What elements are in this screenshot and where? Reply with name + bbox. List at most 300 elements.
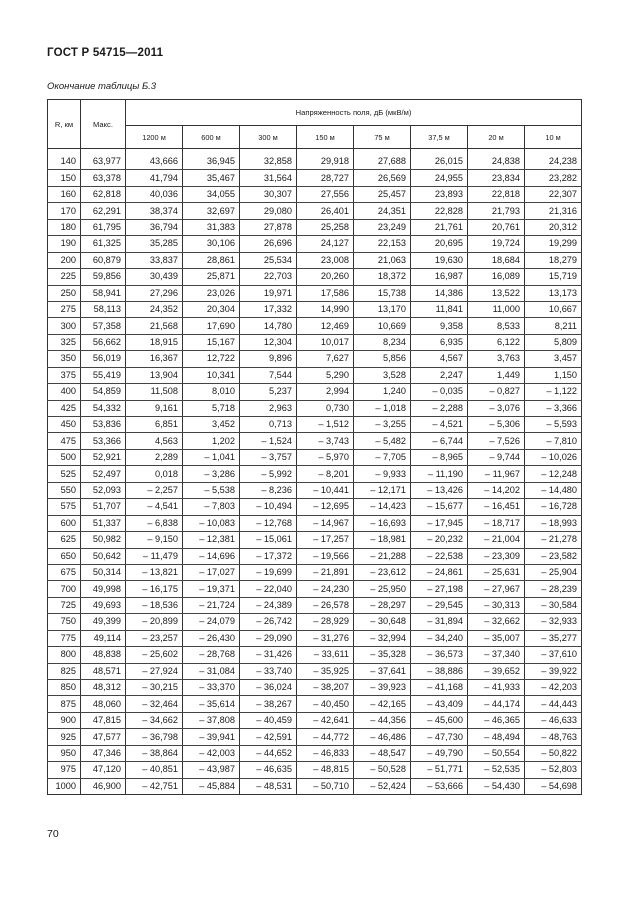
value-cell: 17,690 [183, 318, 240, 334]
value-cell: – 14,423 [354, 499, 411, 515]
table-row [48, 647, 582, 663]
value-cell: – 37,610 [525, 647, 582, 663]
table-row [48, 630, 582, 646]
value-cell: – 17,945 [411, 515, 468, 531]
value-cell: 15,167 [183, 334, 240, 350]
value-cell: – 54,430 [468, 778, 525, 794]
value-cell: 13,173 [525, 285, 582, 301]
value-cell: 20,761 [468, 219, 525, 235]
table-row [48, 696, 582, 712]
value-cell: 15,738 [354, 285, 411, 301]
distance-cell: 180 [48, 219, 81, 235]
value-cell: 19,971 [240, 285, 297, 301]
distance-cell: 575 [48, 499, 81, 515]
value-cell: 34,055 [183, 186, 240, 202]
value-cell: – 47,730 [411, 729, 468, 745]
distance-cell: 225 [48, 269, 81, 285]
value-cell: 35,285 [126, 236, 183, 252]
value-cell: 9,896 [240, 351, 297, 367]
max-value-cell: 56,019 [81, 351, 126, 367]
max-value-cell: 62,818 [81, 186, 126, 202]
value-cell: 7,544 [240, 367, 297, 383]
value-cell: 12,722 [183, 351, 240, 367]
value-cell: – 43,409 [411, 696, 468, 712]
table-row [48, 548, 582, 564]
value-cell: – 30,648 [354, 614, 411, 630]
value-cell: – 44,443 [525, 696, 582, 712]
table-row [48, 170, 582, 186]
value-cell: – 22,040 [240, 581, 297, 597]
value-cell: – 42,203 [525, 680, 582, 696]
value-cell: – 42,165 [354, 696, 411, 712]
value-cell: – 24,389 [240, 597, 297, 613]
value-cell: – 25,631 [468, 564, 525, 580]
max-value-cell: 60,879 [81, 252, 126, 268]
value-cell: – 42,641 [297, 712, 354, 728]
value-cell: – 49,790 [411, 745, 468, 761]
value-cell: – 1,122 [525, 384, 582, 400]
value-cell: 23,008 [297, 252, 354, 268]
distance-cell: 170 [48, 203, 81, 219]
value-cell: – 11,190 [411, 466, 468, 482]
column-header-height: 37,5 м [411, 126, 468, 149]
value-cell: 19,724 [468, 236, 525, 252]
max-value-cell: 55,419 [81, 367, 126, 383]
value-cell: – 14,696 [183, 548, 240, 564]
value-cell: – 24,861 [411, 564, 468, 580]
value-cell: – 31,426 [240, 647, 297, 663]
max-value-cell: 62,291 [81, 203, 126, 219]
value-cell: 6,122 [468, 334, 525, 350]
value-cell: – 20,232 [411, 532, 468, 548]
value-cell: – 45,884 [183, 778, 240, 794]
value-cell: 25,457 [354, 186, 411, 202]
value-cell: 14,386 [411, 285, 468, 301]
value-cell: – 39,941 [183, 729, 240, 745]
value-cell: – 5,992 [240, 466, 297, 482]
value-cell: – 39,923 [354, 680, 411, 696]
value-cell: – 46,365 [468, 712, 525, 728]
value-cell: – 26,742 [240, 614, 297, 630]
value-cell: 27,556 [297, 186, 354, 202]
value-cell: – 51,771 [411, 762, 468, 778]
value-cell: – 21,288 [354, 548, 411, 564]
value-cell: – 36,573 [411, 647, 468, 663]
table-row [48, 154, 582, 170]
table-row [48, 433, 582, 449]
distance-cell: 775 [48, 630, 81, 646]
value-cell: 3,763 [468, 351, 525, 367]
value-cell: 43,666 [126, 154, 183, 170]
value-cell: – 0,035 [411, 384, 468, 400]
value-cell: – 40,851 [126, 762, 183, 778]
max-value-cell: 58,941 [81, 285, 126, 301]
value-cell: 22,703 [240, 269, 297, 285]
value-cell: – 16,693 [354, 515, 411, 531]
value-cell: – 33,370 [183, 680, 240, 696]
value-cell: – 17,257 [297, 532, 354, 548]
value-cell: 22,153 [354, 236, 411, 252]
table-row [48, 285, 582, 301]
value-cell: – 9,744 [468, 449, 525, 465]
value-cell: 18,915 [126, 334, 183, 350]
value-cell: – 18,717 [468, 515, 525, 531]
value-cell: 11,508 [126, 384, 183, 400]
table-row [48, 762, 582, 778]
value-cell: – 27,198 [411, 581, 468, 597]
max-value-cell: 47,120 [81, 762, 126, 778]
value-cell: 3,528 [354, 367, 411, 383]
value-cell: – 17,027 [183, 564, 240, 580]
max-value-cell: 63,977 [81, 154, 126, 170]
value-cell: – 10,441 [297, 482, 354, 498]
value-cell: – 44,356 [354, 712, 411, 728]
value-cell: – 3,076 [468, 400, 525, 416]
value-cell: – 19,699 [240, 564, 297, 580]
max-value-cell: 63,378 [81, 170, 126, 186]
value-cell: 0,713 [240, 417, 297, 433]
value-cell: – 38,207 [297, 680, 354, 696]
value-cell: – 1,524 [240, 433, 297, 449]
value-cell: 24,352 [126, 301, 183, 317]
value-cell: – 2,257 [126, 482, 183, 498]
value-cell: – 18,993 [525, 515, 582, 531]
distance-cell: 325 [48, 334, 81, 350]
max-value-cell: 56,662 [81, 334, 126, 350]
max-value-cell: 48,060 [81, 696, 126, 712]
value-cell: – 44,174 [468, 696, 525, 712]
value-cell: – 35,277 [525, 630, 582, 646]
value-cell: 20,312 [525, 219, 582, 235]
value-cell: – 44,772 [297, 729, 354, 745]
value-cell: 18,684 [468, 252, 525, 268]
value-cell: – 38,864 [126, 745, 183, 761]
distance-cell: 300 [48, 318, 81, 334]
value-cell: – 42,591 [240, 729, 297, 745]
table-row [48, 663, 582, 679]
table-caption: Окончание таблицы Б.3 [47, 81, 157, 92]
value-cell: – 8,965 [411, 449, 468, 465]
value-cell: – 36,024 [240, 680, 297, 696]
distance-cell: 1000 [48, 778, 81, 794]
value-cell: 29,080 [240, 203, 297, 219]
distance-cell: 375 [48, 367, 81, 383]
value-cell: 30,307 [240, 186, 297, 202]
max-value-cell: 53,366 [81, 433, 126, 449]
value-cell: – 5,593 [525, 417, 582, 433]
value-cell: 33,837 [126, 252, 183, 268]
value-cell: – 21,004 [468, 532, 525, 548]
table-row [48, 532, 582, 548]
distance-cell: 725 [48, 597, 81, 613]
distance-cell: 500 [48, 449, 81, 465]
table-row [48, 351, 582, 367]
value-cell: – 50,554 [468, 745, 525, 761]
table-row [48, 680, 582, 696]
value-cell: – 28,297 [354, 597, 411, 613]
value-cell: 5,856 [354, 351, 411, 367]
value-cell: – 37,340 [468, 647, 525, 663]
value-cell: – 10,494 [240, 499, 297, 515]
value-cell: – 7,803 [183, 499, 240, 515]
table-row [48, 614, 582, 630]
value-cell: 8,533 [468, 318, 525, 334]
value-cell: 24,351 [354, 203, 411, 219]
table-row [48, 384, 582, 400]
column-header-height: 1200 м [126, 126, 183, 149]
value-cell: – 23,257 [126, 630, 183, 646]
value-cell: 1,150 [525, 367, 582, 383]
max-value-cell: 48,571 [81, 663, 126, 679]
value-cell: 30,106 [183, 236, 240, 252]
value-cell: – 30,215 [126, 680, 183, 696]
max-value-cell: 61,795 [81, 219, 126, 235]
value-cell: – 21,724 [183, 597, 240, 613]
value-cell: 1,240 [354, 384, 411, 400]
value-cell: 19,299 [525, 236, 582, 252]
field-strength-table [47, 99, 582, 795]
column-group-header: Напряженность поля, дБ (мкВ/м) [126, 100, 582, 126]
max-value-cell: 51,337 [81, 515, 126, 531]
value-cell: – 24,079 [183, 614, 240, 630]
value-cell: 38,374 [126, 203, 183, 219]
value-cell: – 12,695 [297, 499, 354, 515]
value-cell: – 23,309 [468, 548, 525, 564]
value-cell: 24,127 [297, 236, 354, 252]
max-value-cell: 47,815 [81, 712, 126, 728]
value-cell: – 52,424 [354, 778, 411, 794]
max-value-cell: 54,332 [81, 400, 126, 416]
value-cell: 8,211 [525, 318, 582, 334]
value-cell: 17,332 [240, 301, 297, 317]
column-header-height: 75 м [354, 126, 411, 149]
value-cell: 24,838 [468, 154, 525, 170]
value-cell: – 5,482 [354, 433, 411, 449]
value-cell: – 54,698 [525, 778, 582, 794]
value-cell: 26,401 [297, 203, 354, 219]
table-row [48, 236, 582, 252]
value-cell: – 38,886 [411, 663, 468, 679]
value-cell: 10,667 [525, 301, 582, 317]
value-cell: – 46,833 [297, 745, 354, 761]
table-row [48, 186, 582, 202]
value-cell: 5,290 [297, 367, 354, 383]
value-cell: – 3,286 [183, 466, 240, 482]
distance-cell: 875 [48, 696, 81, 712]
value-cell: – 12,381 [183, 532, 240, 548]
value-cell: – 13,426 [411, 482, 468, 498]
value-cell: 4,563 [126, 433, 183, 449]
max-value-cell: 46,900 [81, 778, 126, 794]
value-cell: 16,987 [411, 269, 468, 285]
value-cell: 12,304 [240, 334, 297, 350]
distance-cell: 950 [48, 745, 81, 761]
value-cell: – 15,677 [411, 499, 468, 515]
value-cell: 24,955 [411, 170, 468, 186]
value-cell: 25,534 [240, 252, 297, 268]
value-cell: – 16,728 [525, 499, 582, 515]
value-cell: 22,828 [411, 203, 468, 219]
value-cell: – 31,084 [183, 663, 240, 679]
value-cell: – 50,710 [297, 778, 354, 794]
value-cell: 28,727 [297, 170, 354, 186]
value-cell: – 34,662 [126, 712, 183, 728]
value-cell: – 53,666 [411, 778, 468, 794]
value-cell: 8,010 [183, 384, 240, 400]
table-row [48, 400, 582, 416]
max-value-cell: 59,856 [81, 269, 126, 285]
value-cell: – 16,175 [126, 581, 183, 597]
value-cell: – 12,248 [525, 466, 582, 482]
value-cell: 27,296 [126, 285, 183, 301]
distance-cell: 150 [48, 170, 81, 186]
table-row [48, 219, 582, 235]
value-cell: – 48,547 [354, 745, 411, 761]
value-cell: – 2,288 [411, 400, 468, 416]
table-row [48, 334, 582, 350]
value-cell: – 35,328 [354, 647, 411, 663]
max-value-cell: 52,497 [81, 466, 126, 482]
distance-cell: 900 [48, 712, 81, 728]
value-cell: – 33,740 [240, 663, 297, 679]
value-cell: 9,358 [411, 318, 468, 334]
value-cell: 5,237 [240, 384, 297, 400]
value-cell: – 45,600 [411, 712, 468, 728]
value-cell: – 1,041 [183, 449, 240, 465]
value-cell: – 52,535 [468, 762, 525, 778]
value-cell: 10,669 [354, 318, 411, 334]
value-cell: – 11,967 [468, 466, 525, 482]
value-cell: 18,279 [525, 252, 582, 268]
value-cell: 19,630 [411, 252, 468, 268]
value-cell: – 12,768 [240, 515, 297, 531]
value-cell: – 25,602 [126, 647, 183, 663]
value-cell: 32,697 [183, 203, 240, 219]
distance-cell: 600 [48, 515, 81, 531]
value-cell: 13,170 [354, 301, 411, 317]
max-value-cell: 53,836 [81, 417, 126, 433]
value-cell: – 48,763 [525, 729, 582, 745]
document-title: ГОСТ Р 54715—2011 [47, 47, 164, 59]
value-cell: – 32,994 [354, 630, 411, 646]
distance-cell: 650 [48, 548, 81, 564]
max-value-cell: 50,642 [81, 548, 126, 564]
table-row [48, 564, 582, 580]
value-cell: 16,089 [468, 269, 525, 285]
value-cell: – 36,798 [126, 729, 183, 745]
value-cell: 23,893 [411, 186, 468, 202]
value-cell: – 39,922 [525, 663, 582, 679]
value-cell: – 8,236 [240, 482, 297, 498]
value-cell: – 38,267 [240, 696, 297, 712]
value-cell: – 21,891 [297, 564, 354, 580]
table-row [48, 367, 582, 383]
value-cell: 3,457 [525, 351, 582, 367]
value-cell: – 31,276 [297, 630, 354, 646]
value-cell: – 32,464 [126, 696, 183, 712]
value-cell: 21,568 [126, 318, 183, 334]
value-cell: 17,586 [297, 285, 354, 301]
value-cell: 36,794 [126, 219, 183, 235]
distance-cell: 800 [48, 647, 81, 663]
value-cell: 20,304 [183, 301, 240, 317]
value-cell: – 25,950 [354, 581, 411, 597]
table-row [48, 482, 582, 498]
value-cell: – 9,933 [354, 466, 411, 482]
table-row [48, 269, 582, 285]
table-row [48, 597, 582, 613]
value-cell: 26,569 [354, 170, 411, 186]
distance-cell: 140 [48, 154, 81, 170]
distance-cell: 525 [48, 466, 81, 482]
value-cell: – 46,633 [525, 712, 582, 728]
value-cell: – 37,641 [354, 663, 411, 679]
value-cell: 13,522 [468, 285, 525, 301]
value-cell: – 14,967 [297, 515, 354, 531]
value-cell: – 32,933 [525, 614, 582, 630]
value-cell: 10,017 [297, 334, 354, 350]
table-row [48, 466, 582, 482]
value-cell: – 42,003 [183, 745, 240, 761]
column-header-distance: R, км [48, 100, 81, 149]
column-header-height: 20 м [468, 126, 525, 149]
value-cell: – 41,168 [411, 680, 468, 696]
value-cell: – 7,810 [525, 433, 582, 449]
value-cell: – 5,970 [297, 449, 354, 465]
value-cell: – 7,526 [468, 433, 525, 449]
value-cell: – 6,838 [126, 515, 183, 531]
value-cell: – 12,171 [354, 482, 411, 498]
max-value-cell: 52,093 [81, 482, 126, 498]
distance-cell: 275 [48, 301, 81, 317]
value-cell: 15,719 [525, 269, 582, 285]
value-cell: 4,567 [411, 351, 468, 367]
value-cell: 21,793 [468, 203, 525, 219]
table-row [48, 318, 582, 334]
distance-cell: 975 [48, 762, 81, 778]
value-cell: – 34,240 [411, 630, 468, 646]
distance-cell: 675 [48, 564, 81, 580]
value-cell: 5,809 [525, 334, 582, 350]
value-cell: – 46,635 [240, 762, 297, 778]
value-cell: – 50,528 [354, 762, 411, 778]
value-cell: – 19,566 [297, 548, 354, 564]
value-cell: – 30,313 [468, 597, 525, 613]
value-cell: 27,878 [240, 219, 297, 235]
value-cell: – 20,899 [126, 614, 183, 630]
value-cell: 29,918 [297, 154, 354, 170]
value-cell: 31,564 [240, 170, 297, 186]
value-cell: – 3,757 [240, 449, 297, 465]
value-cell: 5,718 [183, 400, 240, 416]
value-cell: – 29,545 [411, 597, 468, 613]
value-cell: 14,990 [297, 301, 354, 317]
value-cell: 18,372 [354, 269, 411, 285]
table-row [48, 745, 582, 761]
max-value-cell: 48,838 [81, 647, 126, 663]
value-cell: 22,818 [468, 186, 525, 202]
value-cell: – 8,201 [297, 466, 354, 482]
value-cell: – 48,815 [297, 762, 354, 778]
value-cell: – 6,744 [411, 433, 468, 449]
value-cell: 21,063 [354, 252, 411, 268]
value-cell: – 21,278 [525, 532, 582, 548]
value-cell: 23,282 [525, 170, 582, 186]
value-cell: – 48,531 [240, 778, 297, 794]
value-cell: – 30,584 [525, 597, 582, 613]
table-row [48, 252, 582, 268]
max-value-cell: 57,358 [81, 318, 126, 334]
